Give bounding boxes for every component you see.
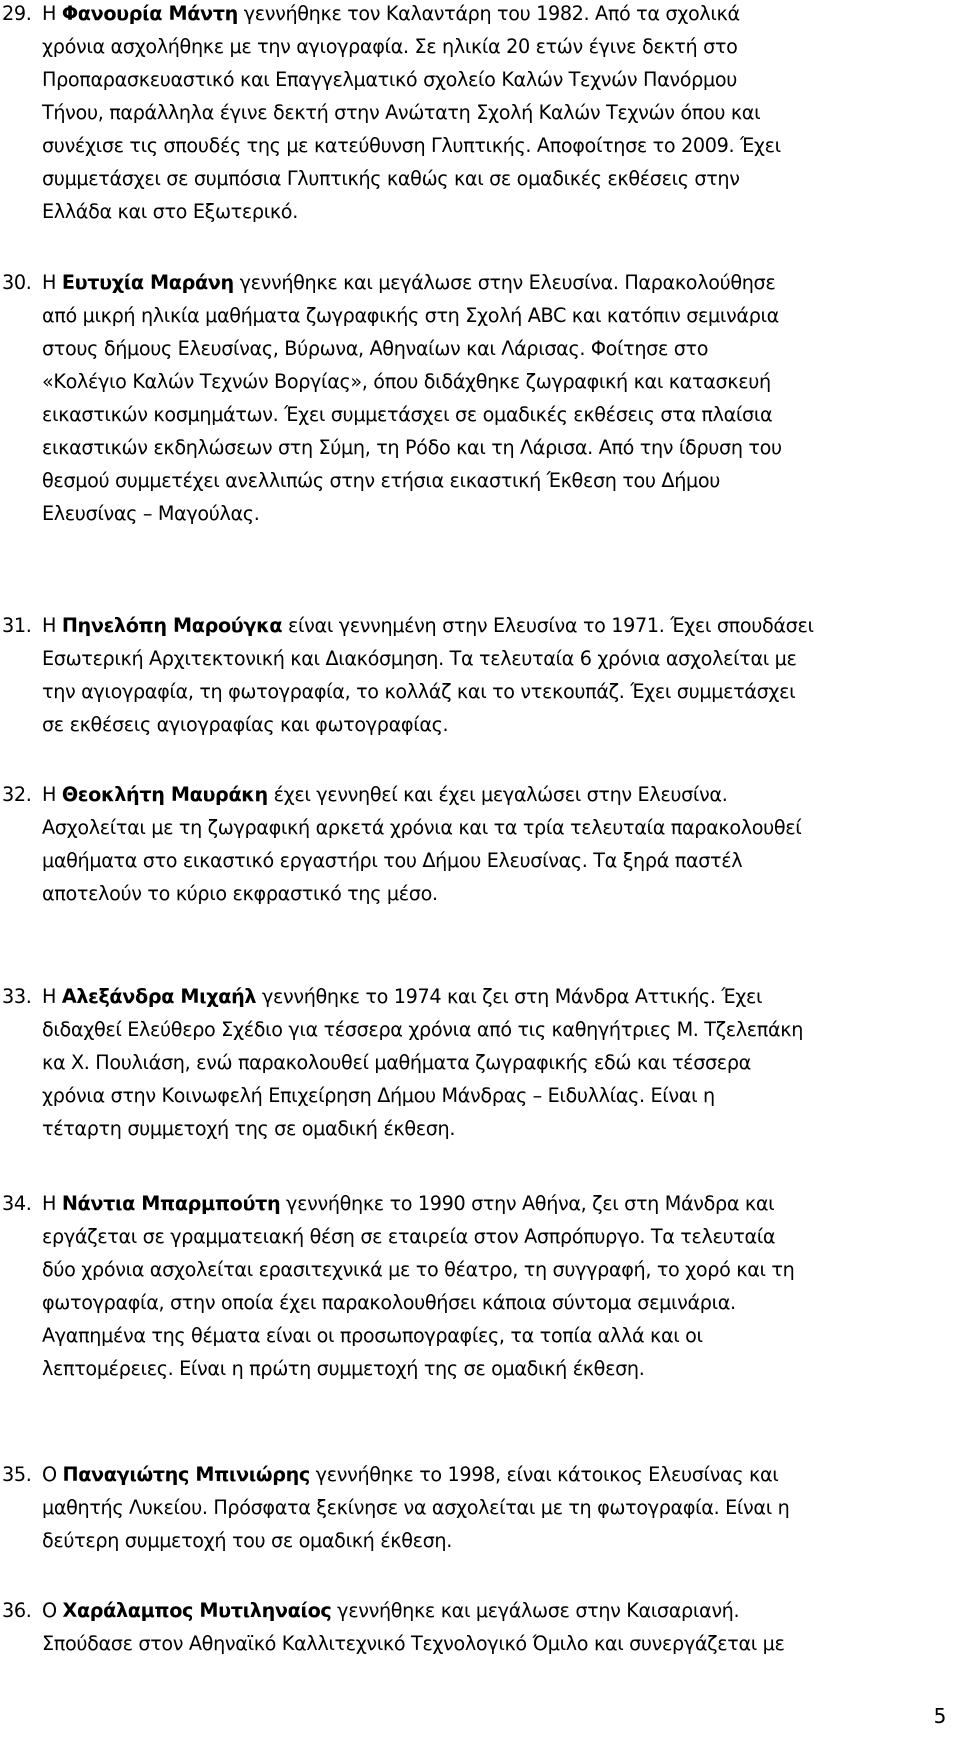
- entry-number: 34.: [2, 1192, 32, 1215]
- entry-line: στους δήμους Ελευσίνας, Βύρωνα, Αθηναίων και Λάρισας. Φοίτησε στο: [42, 337, 709, 360]
- entry-line: εικαστικών εκδηλώσεων στη Σύμη, τη Ρόδο και τη Λάρισα. Από την ίδρυση του: [42, 436, 782, 459]
- entry-text: γεννήθηκε και μεγάλωσε στην Καισαριανή.: [331, 1599, 740, 1622]
- person-name: Ευτυχία Μαράνη: [61, 271, 234, 294]
- entry-line: φωτογραφία, στην οποία έχει παρακολουθήσει κάποια σύντομα σεμινάρια.: [42, 1291, 736, 1314]
- entry-line: Προπαρασκευαστικό και Επαγγελματικό σχολείο Καλών Τεχνών Πανόρμου: [42, 68, 737, 91]
- entry-line: Ελευσίνας – Μαγούλας.: [42, 502, 260, 525]
- entry-prefix: Η: [42, 985, 62, 1008]
- entry-line: μαθητής Λυκείου. Πρόσφατα ξεκίνησε να ασχολείται με τη φωτογραφία. Είναι η: [42, 1496, 790, 1519]
- entry-line: χρόνια ασχολήθηκε με την αγιογραφία. Σε ηλικία 20 ετών έγινε δεκτή στο: [42, 35, 738, 58]
- entry-line: δεύτερη συμμετοχή του σε ομαδική έκθεση.: [42, 1529, 452, 1552]
- entry-line: την αγιογραφία, τη φωτογραφία, το κολλάζ και το ντεκουπάζ. Έχει συμμετάσχει: [42, 680, 796, 703]
- entry-line: Ελλάδα και στο Εξωτερικό.: [42, 200, 298, 223]
- entry-line: Εσωτερική Αρχιτεκτονική και Διακόσμηση. Τα τελευταία 6 χρόνια ασχολείται με: [42, 647, 797, 670]
- entry-number: 35.: [2, 1463, 32, 1486]
- entry-text: γεννήθηκε το 1990 στην Αθήνα, ζει στη Μάνδρα και: [280, 1192, 775, 1215]
- entry-line: λεπτομέρειες. Είναι η πρώτη συμμετοχή της σε ομαδική έκθεση.: [42, 1357, 645, 1380]
- entry-prefix: Η: [42, 614, 62, 637]
- entry-line: από μικρή ηλικία μαθήματα ζωγραφικής στη Σχολή ABC και κατόπιν σεμινάρια: [42, 304, 779, 327]
- entry-line: διδαχθεί Ελεύθερο Σχέδιο για τέσσερα χρόνια από τις καθηγήτριες Μ. Τζελεπάκη: [42, 1018, 804, 1041]
- entry-line: Σπούδασε στον Αθηναϊκό Καλλιτεχνικό Τεχνολογικό Όμιλο και συνεργάζεται με: [42, 1632, 785, 1655]
- entry-number: 32.: [2, 783, 32, 806]
- entry-text: γεννήθηκε και μεγάλωσε στην Ελευσίνα. Παρακολούθησε: [233, 271, 776, 294]
- entry-line: σε εκθέσεις αγιογραφίας και φωτογραφίας.: [42, 713, 449, 736]
- entry-prefix: Η: [42, 2, 62, 25]
- entry-text: γεννήθηκε το 1974 και ζει στη Μάνδρα Αττικής. Έχει: [256, 985, 763, 1008]
- entry-number: 29.: [2, 2, 32, 25]
- entry-line: «Κολέγιο Καλών Τεχνών Βοργίας», όπου διδάχθηκε ζωγραφική και κατασκευή: [42, 370, 771, 393]
- person-name: Θεοκλήτη Μαυράκη: [61, 783, 268, 806]
- entry-number: 36.: [2, 1599, 32, 1622]
- entry-line: τέταρτη συμμετοχή της σε ομαδική έκθεση.: [42, 1117, 456, 1140]
- entry-line: μαθήματα στο εικαστικό εργαστήρι του Δήμου Ελευσίνας. Τα ξηρά παστέλ: [42, 849, 743, 872]
- person-name: Νάντια Μπαρμπούτη: [61, 1192, 281, 1215]
- entry-prefix: Ο: [42, 1599, 63, 1622]
- entry-text: είναι γεννημένη στην Ελευσίνα το 1971. Έχει σπουδάσει: [282, 614, 814, 637]
- entry-prefix: Η: [42, 783, 62, 806]
- entry-number: 33.: [2, 985, 32, 1008]
- person-name: Φανουρία Μάντη: [61, 2, 238, 25]
- entry-prefix: Η: [42, 1192, 62, 1215]
- person-name: Αλεξάνδρα Μιχαήλ: [61, 985, 257, 1008]
- entry-line: θεσμού συμμετέχει ανελλιπώς στην ετήσια εικαστική Έκθεση του Δήμου: [42, 469, 721, 492]
- entry-line: χρόνια στην Κοινωφελή Επιχείρηση Δήμου Μάνδρας – Ειδυλλίας. Είναι η: [42, 1084, 715, 1107]
- entry-prefix: Η: [42, 271, 62, 294]
- entry-text: γεννήθηκε τον Καλαντάρη του 1982. Από τα σχολικά: [237, 2, 740, 25]
- entry-prefix: Ο: [42, 1463, 63, 1486]
- entry-line: αποτελούν το κύριο εκφραστικό της μέσο.: [42, 882, 438, 905]
- page-number: 5: [933, 1704, 946, 1728]
- entry-line: εργάζεται σε γραμματειακή θέση σε εταιρεία στον Ασπρόπυργο. Τα τελευταία: [42, 1225, 776, 1248]
- entry-text: έχει γεννηθεί και έχει μεγαλώσει στην Ελευσίνα.: [267, 783, 728, 806]
- person-name: Παναγιώτης Μπινιώρης: [62, 1463, 310, 1486]
- entry-line: δύο χρόνια ασχολείται ερασιτεχνικά με το θέατρο, τη συγγραφή, το χορό και τη: [42, 1258, 795, 1281]
- entry-text: γεννήθηκε το 1998, είναι κάτοικος Ελευσίνας και: [309, 1463, 779, 1486]
- entry-line: Τήνου, παράλληλα έγινε δεκτή στην Ανώτατη Σχολή Καλών Τεχνών όπου και: [42, 101, 761, 124]
- entry-line: Ασχολείται με τη ζωγραφική αρκετά χρόνια και τα τρία τελευταία παρακολουθεί: [42, 816, 802, 839]
- person-name: Χαράλαμπος Μυτιληναίος: [62, 1599, 332, 1622]
- entry-line: κα Χ. Πουλιάση, ενώ παρακολουθεί μαθήματα ζωγραφικής εδώ και τέσσερα: [42, 1051, 751, 1074]
- entry-number: 31.: [2, 614, 32, 637]
- person-name: Πηνελόπη Μαρούγκα: [61, 614, 283, 637]
- entry-line: συμμετάσχει σε συμπόσια Γλυπτικής καθώς και σε ομαδικές εκθέσεις στην: [42, 167, 740, 190]
- entry-line: συνέχισε τις σπουδές της με κατεύθυνση Γλυπτικής. Αποφοίτησε το 2009. Έχει: [42, 134, 781, 157]
- entry-number: 30.: [2, 271, 32, 294]
- entry-line: εικαστικών κοσμημάτων. Έχει συμμετάσχει σε ομαδικές εκθέσεις στα πλαίσια: [42, 403, 773, 426]
- entry-line: Αγαπημένα της θέματα είναι οι προσωπογραφίες, τα τοπία αλλά και οι: [42, 1324, 703, 1347]
